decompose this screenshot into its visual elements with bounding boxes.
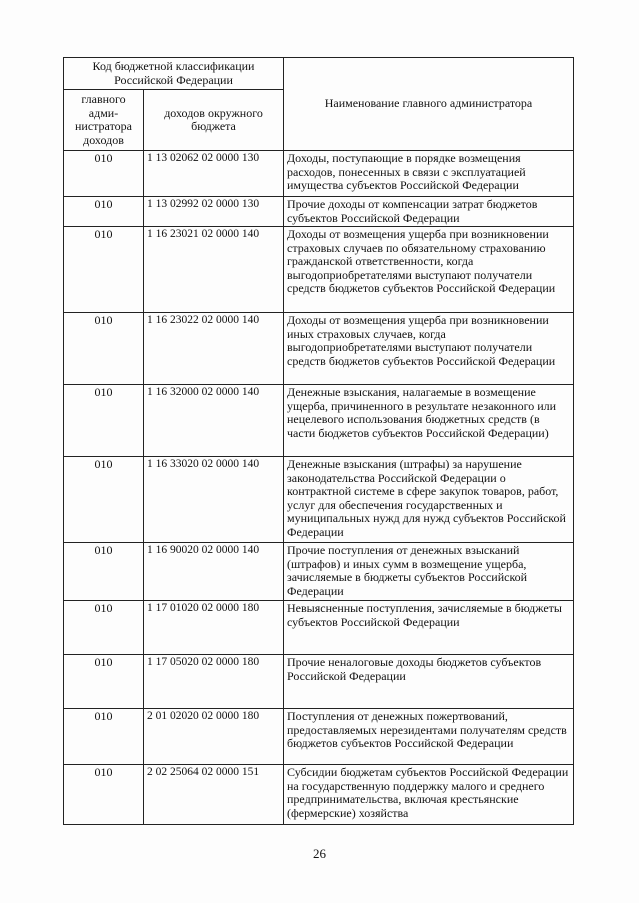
revenue-code-cell: 1 16 23022 02 0000 140 [144,313,284,385]
administrator-name-cell: Прочие доходы от компенсации затрат бюджетов субъектов Российской Федерации [284,197,574,227]
admin-code-cell: 010 [64,601,144,655]
table-row [64,151,574,197]
administrator-name-header: Наименование главного администратора [284,58,574,151]
page-number: 26 [313,846,326,861]
revenue-code-cell: 1 16 32000 02 0000 140 [144,385,284,457]
table-row [64,227,574,313]
admin-code-cell: 010 [64,385,144,457]
admin-code-cell: 010 [64,457,144,543]
table-row [64,655,574,709]
table-row [64,709,574,765]
admin-code-header: главного адми-нистратора доходов [64,90,144,151]
admin-code-cell: 010 [64,197,144,227]
table-row [64,765,574,825]
admin-code-cell: 010 [64,543,144,601]
revenue-code-cell: 1 16 90020 02 0000 140 [144,543,284,601]
revenue-code-cell: 1 17 05020 02 0000 180 [144,655,284,709]
administrator-name-cell: Прочие поступления от денежных взысканий (штрафов) и иных сумм в возмещение ущерба, зачисляемые в бюджеты субъектов Российской Федерации [284,543,574,601]
revenue-code-cell: 1 16 23021 02 0000 140 [144,227,284,313]
administrator-name-cell: Денежные взыскания, налагаемые в возмещение ущерба, причиненного в результате незаконного или нецелевого использования бюджетных средств (в части бюджетов субъектов Российской Федерации) [284,385,574,457]
table-row [64,313,574,385]
revenue-code-cell: 1 17 01020 02 0000 180 [144,601,284,655]
revenue-code-cell: 1 13 02992 02 0000 130 [144,197,284,227]
revenue-code-header: доходов окружного бюджета [144,90,284,151]
admin-code-cell: 010 [64,151,144,197]
revenue-classification-table [63,57,574,825]
revenue-code-cell: 2 02 25064 02 0000 151 [144,765,284,825]
revenue-code-cell: 1 16 33020 02 0000 140 [144,457,284,543]
admin-code-cell: 010 [64,655,144,709]
administrator-name-cell: Доходы от возмещения ущерба при возникновении иных страховых случаев, когда выгодоприобретателями выступают получатели средств бюджетов субъектов Российской Федерации [284,313,574,385]
table-row [64,543,574,601]
revenue-code-cell: 1 13 02062 02 0000 130 [144,151,284,197]
classification-group-header: Код бюджетной классификации Российской Федерации [64,58,284,90]
table-row [64,385,574,457]
table-row [64,601,574,655]
table-body [64,151,574,825]
administrator-name-cell: Поступления от денежных пожертвований, предоставляемых нерезидентами получателям средств бюджетов субъектов Российской Федерации [284,709,574,765]
administrator-name-cell: Прочие неналоговые доходы бюджетов субъектов Российской Федерации [284,655,574,709]
admin-code-cell: 010 [64,709,144,765]
admin-code-cell: 010 [64,227,144,313]
administrator-name-cell: Денежные взыскания (штрафы) за нарушение законодательства Российской Федерации о контрактной системе в сфере закупок товаров, работ, услуг для обеспечения государственных и муниципальных нужд для нужд субъектов Российской Федерации [284,457,574,543]
revenue-code-cell: 2 01 02020 02 0000 180 [144,709,284,765]
administrator-name-cell: Доходы от возмещения ущерба при возникновении страховых случаев по обязательному страхованию гражданской ответственности, когда выгодоприобретателями выступают получатели средств бюджетов субъектов Российской Федерации [284,227,574,313]
administrator-name-cell: Невыясненные поступления, зачисляемые в бюджеты субъектов Российской Федерации [284,601,574,655]
admin-code-cell: 010 [64,313,144,385]
table-row [64,197,574,227]
table-row [64,457,574,543]
administrator-name-cell: Доходы, поступающие в порядке возмещения расходов, понесенных в связи с эксплуатацией имущества субъектов Российской Федерации [284,151,574,197]
admin-code-cell: 010 [64,765,144,825]
administrator-name-cell: Субсидии бюджетам субъектов Российской Федерации на государственную поддержку малого и среднего предпринимательства, включая крестьянские (фермерские) хозяйства [284,765,574,825]
